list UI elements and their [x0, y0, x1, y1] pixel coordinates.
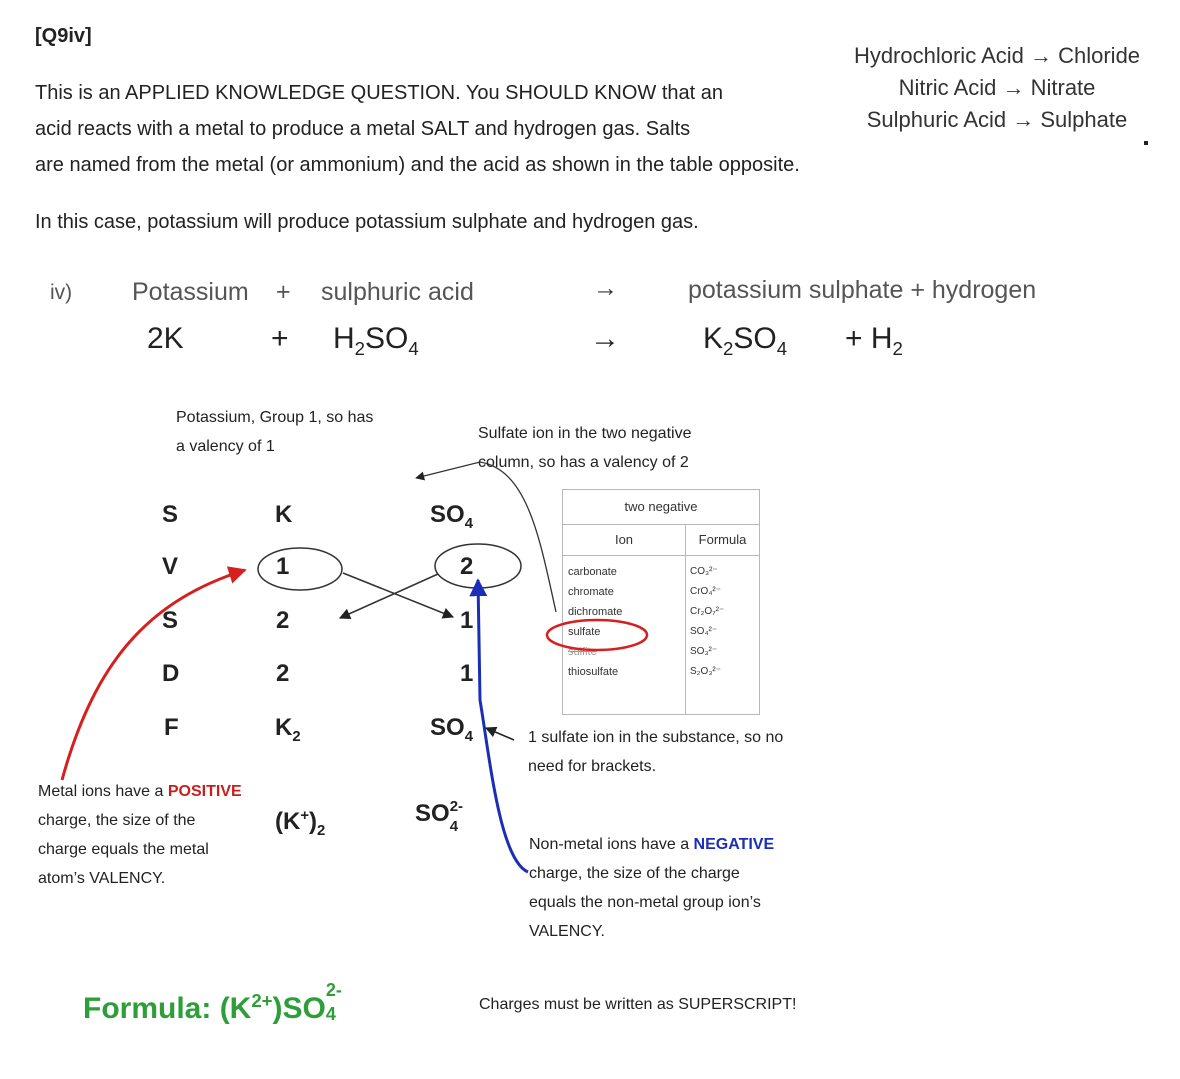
k-formula: $K_2$ [275, 714, 301, 745]
word-reactant-2: sulphuric acid [321, 278, 474, 306]
ion-table-row: carbonate [568, 566, 617, 578]
salt-name-row: Hydrochloric Acid → Chloride [853, 43, 1141, 68]
symbol-product-1: $K_2SO_4$ [703, 322, 788, 359]
symbol-plus: + [271, 322, 289, 355]
salt-names-table [832, 40, 1162, 136]
so4-valency-circle [435, 544, 521, 588]
note-sulfate-valency: Sulfate ion in the two negative column, so has a valency of 2 [478, 425, 692, 471]
note-metal-ions: Metal ions have a POSITIVE charge, the size of the charge equals the metal atom’s VALENCY. [38, 783, 242, 887]
ion-table-row-sulfate: sulfate [568, 626, 601, 638]
case-line: In this case, potassium will produce potassium sulphate and hydrogen gas. [35, 211, 699, 233]
one-sulfate-arrow [486, 728, 514, 740]
nonmetal-ion-arrow [478, 580, 528, 872]
note-nonmetal-ions: Non-metal ions have a NEGATIVE charge, the size of the charge equals the non-metal group ion’s VALENCY. [529, 836, 775, 940]
k-divided: 2 [276, 660, 290, 687]
k-ion: $(K^+)_2$ [275, 808, 326, 839]
ion-table-row: chromate [568, 586, 614, 598]
ion-table-formula: SO₄²⁻ [690, 626, 718, 637]
symbol-reactant-1: 2K [147, 322, 184, 355]
symbol-arrow: → [590, 322, 620, 355]
note-potassium-valency: Potassium, Group 1, so has a valency of 1 [176, 409, 374, 455]
ion-table-formula: CO₃²⁻ [690, 566, 718, 577]
note-one-sulfate: 1 sulfate ion in the substance, so no need for brackets. [528, 729, 784, 775]
word-plus: + [276, 278, 291, 306]
salt-name-row: Sulphuric Acid → Sulphate [866, 107, 1128, 132]
so4-column-head: $SO_4$ [430, 501, 473, 532]
intro-line: are named from the metal (or ammonium) and the acid as shown in the table opposite. [35, 154, 800, 176]
so4-formula: $SO_4$ [430, 714, 473, 745]
ion-table-row: dichromate [568, 606, 623, 618]
word-arrow: → [593, 274, 618, 302]
so4-valency: 2 [460, 553, 474, 580]
salt-name-row: Nitric Acid → Nitrate [898, 75, 1096, 100]
word-reactant-1: Potassium [132, 278, 249, 306]
cross-arrow-2 [340, 574, 438, 618]
symbol-product-2: + $H_2$ [845, 322, 903, 359]
ion-table-formula: SO₃²⁻ [690, 646, 718, 657]
ion-table-row: sulfite [568, 646, 597, 658]
k-column-head: K [275, 501, 293, 528]
svsdf-letter-f: F [164, 714, 179, 741]
k-valency: 1 [276, 553, 290, 580]
k-valency-circle [258, 548, 342, 590]
svsdf-letter-v: V [162, 553, 179, 580]
svsdf-letter-d: D [162, 660, 180, 687]
word-products: potassium sulphate + hydrogen [688, 276, 1037, 304]
ion-table-col-formula: Formula [698, 532, 747, 547]
ion-table-formula: CrO₄²⁻ [690, 586, 722, 597]
dot-mark [1144, 141, 1148, 145]
svsdf-letter-s: S [162, 501, 179, 528]
metal-ion-arrow [62, 570, 245, 780]
ion-table-formula: S₂O₃²⁻ [690, 666, 722, 677]
symbol-reactant-2: $H_2SO_4$ [333, 322, 419, 359]
two-negative-ion-table [562, 489, 760, 715]
so4-swapped: 1 [460, 607, 474, 634]
so4-ion: SO 2- 4 [415, 798, 464, 835]
question-label: [Q9iv] [35, 25, 92, 47]
intro-line: This is an APPLIED KNOWLEDGE QUESTION. You SHOULD KNOW that an [35, 82, 724, 104]
so4-divided: 1 [460, 660, 474, 687]
ion-table-col-ion: Ion [614, 532, 634, 547]
k-swapped: 2 [276, 607, 290, 634]
intro-line: acid reacts with a metal to produce a metal SALT and hydrogen gas. Salts [35, 118, 691, 140]
ion-table-formula: Cr₂O₇²⁻ [690, 606, 725, 617]
note-superscript: Charges must be written as SUPERSCRIPT! [479, 996, 797, 1013]
ion-table-row: thiosulfate [568, 666, 619, 678]
svsdf-letter-s2: S [162, 607, 179, 634]
cross-arrow-1 [343, 573, 453, 617]
final-formula: Formula: $(K^{2+})SO$ 2- 4 [83, 980, 342, 1025]
equation-label: iv) [50, 281, 73, 304]
ion-table-title: two negative [563, 490, 759, 525]
